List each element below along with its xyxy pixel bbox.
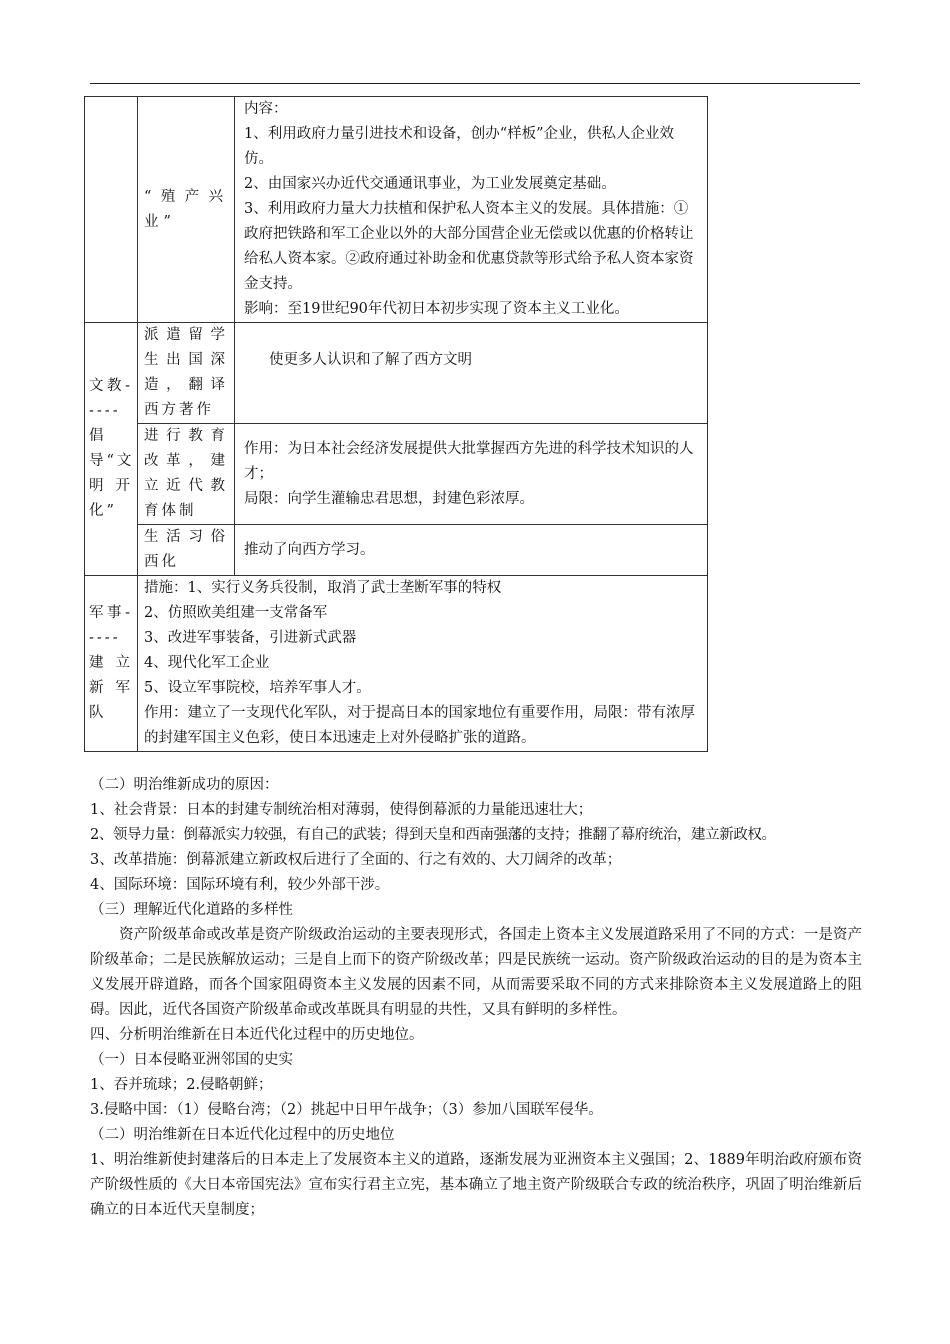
detail-line: 推动了向西方学习。 [244,541,375,558]
category-label: 军事-----建立新军队 [89,605,133,721]
detail-line: 局限：向学生灌输忠君思想，封建色彩浓厚。 [244,490,534,507]
detail-cell [235,323,708,424]
detail-line: 影响：至19世纪90年代初日本初步实现了资本主义工业化。 [244,301,629,317]
section-heading: （二）明治维新成功的原因： [90,777,279,793]
paragraph: 3、改革措施：倒幕派建立新政权后进行了全面的、行之有效的、大刀阔斧的改革； [90,852,622,868]
table-row [85,525,708,576]
table-row [85,424,708,525]
paragraph: 1、吞并琉球；2.侵略朝鲜； [90,1077,273,1093]
body-text [90,773,862,1223]
detail-cell [235,424,708,525]
paragraph: 1、社会背景：日本的封建专制统治相对薄弱，使得倒幕派的力量能迅速壮大； [90,802,593,818]
detail-line: 2、仿照欧美组建一支常备军 [144,605,328,621]
detail-line: 1、利用政府力量引进技术和设备，创办“样板”企业，供私人企业效仿。 [244,126,675,167]
paragraph: 1、明治维新使封建落后的日本走上了发展资本主义的道路，逐渐发展为亚洲资本主义强国；2、1889年明治政府颁布资产阶级性质的《大日本帝国宪法》宣布实行君主立宪，基本确立了地主资产阶级联合专政的统治秩序，巩固了明治维新后确立的日本近代天皇制度； [90,1152,862,1218]
measure-label: “殖产兴业” [144,188,228,230]
header-rule [90,83,860,84]
measure-cell [138,323,235,424]
detail-cell [235,97,708,323]
section-heading: 四、分析明治维新在日本近代化过程中的历史地位。 [90,1027,424,1043]
section-heading: （三）理解近代化道路的多样性 [90,902,293,918]
detail-line: 使更多人认识和了解了西方文明 [269,352,472,368]
paragraph: 2、领导力量：倒幕派实力较强，有自己的武装；得到天皇和西南强藩的支持；推翻了幕府统治，建立新政权。 [90,827,776,843]
category-cell [85,576,138,752]
detail-cell [138,576,708,752]
paragraph: 资产阶级革命或改革是资产阶级政治运动的主要表现形式，各国走上资本主义发展道路采用了不同的方式：一是资产阶级革命；二是民族解放运动；三是自上而下的资产阶级改革；四是民族统一运动。资产阶级政治运动的目的是为资本主义发展开辟道路，而各个国家阻碍资本主义发展的因素不同，从而需要采取不同的方式来排除资本主义发展道路上的阻碍。因此，近代各国资产阶级革命或改革既具有明显的共性，又具有鲜明的多样性。 [90,927,862,1018]
detail-line: 作用：为日本社会经济发展提供大批掌握西方先进的科学技术知识的人才； [244,440,694,482]
paragraph: 4、国际环境：国际环境有利，较少外部干涉。 [90,877,390,893]
table-row [85,576,708,752]
measure-label: 派遣留学生出国深造，翻译西方著作 [144,327,228,418]
category-label: 文教-----倡导“文明开化” [89,378,135,519]
detail-line: 作用：建立了一支现代化军队，对于提高日本的国家地位有重要作用，局限：带有浓厚的封建军国主义色彩，使日本迅速走上对外侵略扩张的道路。 [144,705,695,746]
detail-line: 4、现代化军工企业 [144,655,270,671]
detail-line: 内容： [244,101,288,117]
measure-label: 进行教育改革，建立近代教育体制 [144,428,228,519]
detail-line: 5、设立军事院校，培养军事人才。 [144,680,371,696]
reform-table [84,96,708,752]
category-cell-empty [85,97,138,323]
detail-line: 2、由国家兴办近代交通通讯事业，为工业发展奠定基础。 [244,176,616,192]
detail-line: 措施：1、实行义务兵役制，取消了武士垄断军事的特权 [144,580,502,596]
table-row [85,97,708,323]
detail-line: 3、改进军事装备，引进新式武器 [144,630,357,646]
paragraph: 3.侵略中国：（1）侵略台湾；（2）挑起中日甲午战争；（3）参加八国联军侵华。 [90,1102,603,1118]
category-cell [85,323,138,576]
measure-cell [138,424,235,525]
measure-cell [138,525,235,576]
measure-label: 生活习俗西化 [144,529,228,570]
table-row [85,323,708,424]
measure-cell [138,97,235,323]
section-heading: （二）明治维新在日本近代化过程中的历史地位 [90,1127,395,1143]
section-heading: （一）日本侵略亚洲邻国的史实 [90,1052,293,1068]
detail-cell [235,525,708,576]
detail-line: 3、利用政府力量大力扶植和保护私人资本主义的发展。具体措施：①政府把铁路和军工企业以外的大部分国营企业无偿或以优惠的价格转让给私人资本家。②政府通过补助金和优惠贷款等形式给予私人资本家资金支持。 [244,201,694,292]
